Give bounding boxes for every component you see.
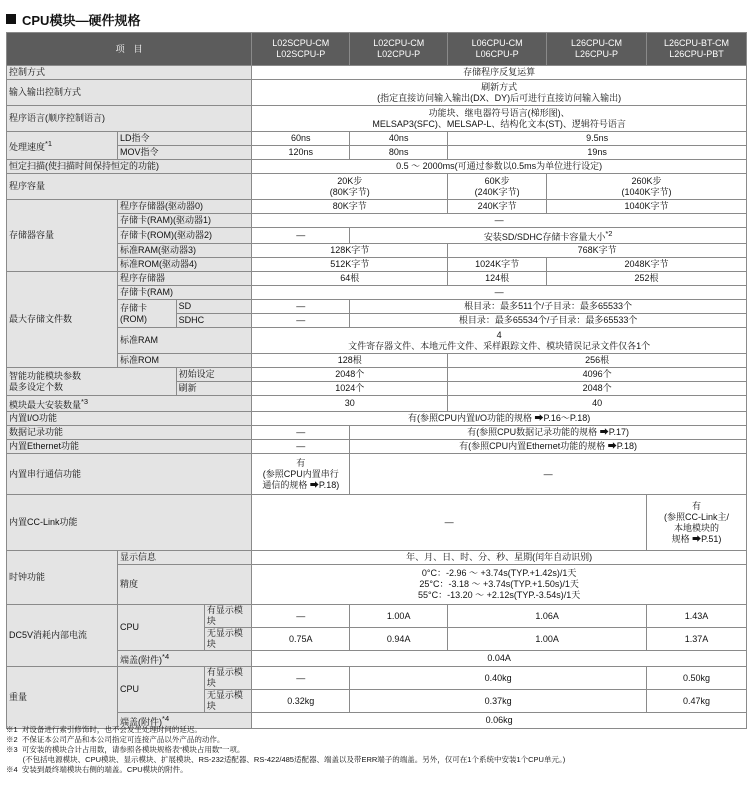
cell-value: 40ns	[350, 132, 448, 146]
sub-label: 有显示模块	[204, 605, 251, 628]
footnote: ※3 可安装的模块合计占用数，请参照各模块规格表“模块占用数”一项。	[6, 745, 245, 754]
cell-value: —	[252, 667, 350, 690]
cell-value: 60K步 (240K字节)	[448, 174, 547, 200]
sub-label: 存储卡 (ROM)	[118, 300, 177, 328]
header-item: 项 目	[7, 33, 252, 66]
cell-value: 1.43A	[647, 605, 747, 628]
sub-label: 无显示模块	[204, 690, 251, 713]
cell-value: —	[252, 286, 747, 300]
cell-value: 4096个	[448, 368, 747, 382]
row-label: 程序语言(顺序控制语言)	[7, 106, 252, 132]
cell-value: —	[252, 228, 350, 244]
sub-label: 存储卡(RAM)(驱动器1)	[118, 214, 252, 228]
sub-label: 刷新	[176, 382, 252, 396]
cell-value: 有 (参照CC-Link主/ 本地模块的 规格 ➡P.51)	[647, 495, 747, 551]
cell-value: 1024个	[252, 382, 448, 396]
square-bullet-icon	[6, 14, 16, 24]
cell-value: 1.00A	[350, 605, 448, 628]
cell-value: 0°C：-2.96 ～ +3.74s(TYP.+1.42s)/1天 25°C：-3.18 ～ +3.74s(TYP.+1.50s)/1天 55°C：-13.20 ～ +2.12s(TYP.-3.54s)/1天	[252, 565, 747, 605]
table-row	[7, 454, 747, 495]
cell-value: 存储程序反复运算	[252, 66, 747, 80]
row-label: 时钟功能	[7, 551, 118, 605]
table-row	[7, 300, 747, 314]
table-row	[7, 160, 747, 174]
cell-value: 260K步 (1040K字节)	[547, 174, 747, 200]
row-label: 内置串行通信功能	[7, 454, 252, 495]
cell-value: 9.5ns	[448, 132, 747, 146]
row-label: 内置Ethernet功能	[7, 440, 252, 454]
table-row	[7, 272, 747, 286]
sub-label: 无显示模块	[204, 628, 251, 651]
cell-value: 0.40kg	[350, 667, 647, 690]
cell-value: 40	[448, 396, 747, 412]
cell-value: 根目录：最多511个/子目录：最多65533个	[350, 300, 747, 314]
cell-value: 0.04A	[252, 651, 747, 667]
cell-value: 2048个	[448, 382, 747, 396]
table-row	[7, 396, 747, 412]
table-row	[7, 426, 747, 440]
header-model-2: L02CPU-CM L02CPU-P	[350, 33, 448, 66]
table-row	[7, 551, 747, 565]
sub-label: 有显示模块	[204, 667, 251, 690]
cell-value: 512K字节	[252, 258, 448, 272]
header-model-1: L02SCPU-CM L02SCPU-P	[252, 33, 350, 66]
cell-value: 60ns	[252, 132, 350, 146]
cell-value: —	[252, 426, 350, 440]
table-row	[7, 368, 747, 382]
row-label: 处理速度$^{*1}$	[7, 132, 118, 160]
table-row	[7, 565, 747, 605]
cell-value: 0.5 ～ 2000ms(可通过参数以0.5ms为单位进行设定)	[252, 160, 747, 174]
cell-value: 年、月、日、时、分、秒、星期(闰年自动识别)	[252, 551, 747, 565]
cell-value: 有(参照CPU内置I/O功能的规格 ➡P.16～P.18)	[252, 412, 747, 426]
table-row	[7, 328, 747, 354]
cell-value: 1024K字节	[448, 258, 547, 272]
cell-value: 128根	[252, 354, 448, 368]
sub-label: MOV指令	[118, 146, 252, 160]
table-row	[7, 440, 747, 454]
cell-value: 80K字节	[252, 200, 448, 214]
table-header-row	[7, 33, 747, 66]
footnote: (不包括电源模块、CPU模块、显示模块、扩展模块、RS-232适配器、RS-422/485适配器、端盖以及带ERR端子的端盖。另外，仅可在1个系统中安装1个CPU单元。)	[6, 755, 566, 764]
cell-value: 256根	[448, 354, 747, 368]
footnote: ※1 对设备进行索引修饰时，也不会发生处理时间的延迟。	[6, 725, 202, 734]
table-row	[7, 66, 747, 80]
cell-value: 安装SD/SDHC存储卡容量大小$^{*2}$	[350, 228, 747, 244]
sub-label: 存储卡(ROM)(驱动器2)	[118, 228, 252, 244]
sub-label: LD指令	[118, 132, 252, 146]
cell-value: —	[252, 314, 350, 328]
table-row	[7, 106, 747, 132]
row-label: 输入输出控制方式	[7, 80, 252, 106]
cell-value: 2048K字节	[547, 258, 747, 272]
cell-value: 768K字节	[448, 244, 747, 258]
row-label: 恒定扫描(使扫描时间保持恒定的功能)	[7, 160, 252, 174]
sub-label: 端盖(附件)$^{*4}$	[118, 713, 252, 729]
cell-value: 64根	[252, 272, 448, 286]
cell-value: 0.50kg	[647, 667, 747, 690]
spec-table	[6, 32, 747, 729]
sub-label: 标准RAM(驱动器3)	[118, 244, 252, 258]
cell-value: 刷新方式 (指定直接访问输入输出(DX、DY)后可进行直接访问输入输出)	[252, 80, 747, 106]
table-row	[7, 214, 747, 228]
footnote: ※2 不保证本公司产品和本公司指定可连接产品以外产品的动作。	[6, 735, 225, 744]
table-row	[7, 244, 747, 258]
table-row	[7, 200, 747, 214]
section-title-text: CPU模块—硬件规格	[22, 12, 141, 28]
row-label: 内置CC-Link功能	[7, 495, 252, 551]
cell-value: 有(参照CPU数据记录功能的规格 ➡P.17)	[350, 426, 747, 440]
row-label: 重量	[7, 667, 118, 729]
table-row	[7, 667, 747, 690]
table-row	[7, 495, 747, 551]
sub-label: CPU	[118, 605, 205, 651]
sub-label: 程序存储器(驱动器0)	[118, 200, 252, 214]
footnotes	[6, 725, 746, 775]
cell-value: —	[350, 454, 747, 495]
table-row	[7, 146, 747, 160]
sub-label: 端盖(附件)$^{*4}$	[118, 651, 252, 667]
cell-value: 功能块、继电器符号语言(梯形图)、 MELSAP3(SFC)、MELSAP-L、结构化文本(ST)、逻辑符号语言	[252, 106, 747, 132]
cell-value: 0.06kg	[252, 713, 747, 729]
row-label: DC5V消耗内部电流	[7, 605, 118, 667]
footnote-marker: *3	[81, 397, 89, 406]
row-label: 程序容量	[7, 174, 252, 200]
table-row	[7, 605, 747, 628]
cell-value: 0.32kg	[252, 690, 350, 713]
table-row	[7, 228, 747, 244]
sub-label: CPU	[118, 667, 205, 713]
sub-label: 标准ROM	[118, 354, 252, 368]
row-label: 数据记录功能	[7, 426, 252, 440]
sub-label: 初始设定	[176, 368, 252, 382]
table-row	[7, 80, 747, 106]
table-row	[7, 651, 747, 667]
cell-value: —	[252, 440, 350, 454]
table-row	[7, 412, 747, 426]
row-label: 智能功能模块参数 最多设定个数	[7, 368, 177, 396]
cell-value: 1.00A	[448, 628, 647, 651]
cell-value: 30	[252, 396, 448, 412]
sub-label: SDHC	[176, 314, 252, 328]
section-title	[6, 9, 140, 29]
cell-value: —	[252, 495, 647, 551]
table-row	[7, 258, 747, 272]
cell-value: 128K字节	[252, 244, 448, 258]
cell-value: 根目录：最多65534个/子目录：最多65533个	[350, 314, 747, 328]
table-row	[7, 132, 747, 146]
cell-value: 252根	[547, 272, 747, 286]
sub-label: 存储卡(RAM)	[118, 286, 252, 300]
header-model-4: L26CPU-CM L26CPU-P	[547, 33, 647, 66]
sub-label: 标准ROM(驱动器4)	[118, 258, 252, 272]
sub-label: SD	[176, 300, 252, 314]
footnote: ※4 安装到最终端模块右侧的端盖。CPU模块的附件。	[6, 765, 188, 774]
cell-value: 0.47kg	[647, 690, 747, 713]
cell-value: —	[252, 300, 350, 314]
cell-value: 240K字节	[448, 200, 547, 214]
cell-value: 1.37A	[647, 628, 747, 651]
footnote-marker: *1	[45, 139, 53, 148]
cell-value: 120ns	[252, 146, 350, 160]
cell-value: 1040K字节	[547, 200, 747, 214]
cell-value: 2048个	[252, 368, 448, 382]
row-label: 控制方式	[7, 66, 252, 80]
footnote-marker: *2	[605, 229, 613, 238]
header-model-3: L06CPU-CM L06CPU-P	[448, 33, 547, 66]
cell-value: 0.75A	[252, 628, 350, 651]
cell-value: 4 文件寄存器文件、本地元件文件、采样跟踪文件、模块错误记录文件仅各1个	[252, 328, 747, 354]
footnote-marker: *4	[162, 652, 170, 661]
footnote-marker: *4	[162, 714, 170, 723]
row-label: 存储器容量	[7, 200, 118, 272]
cell-value: 有 (参照CPU内置串行 通信的规格 ➡P.18)	[252, 454, 350, 495]
header-model-5: L26CPU-BT-CM L26CPU-PBT	[647, 33, 747, 66]
cell-value: 124根	[448, 272, 547, 286]
table-row	[7, 174, 747, 200]
cell-value: 有(参照CPU内置Ethernet功能的规格 ➡P.18)	[350, 440, 747, 454]
row-label: 模块最大安装数量$^{*3}$	[7, 396, 252, 412]
cell-value: —	[252, 605, 350, 628]
cell-value: 0.37kg	[350, 690, 647, 713]
cell-value: —	[252, 214, 747, 228]
cell-value: 80ns	[350, 146, 448, 160]
cell-value: 20K步 (80K字节)	[252, 174, 448, 200]
cell-value: 0.94A	[350, 628, 448, 651]
cell-value: 1.06A	[448, 605, 647, 628]
sub-label: 精度	[118, 565, 252, 605]
cell-value: 19ns	[448, 146, 747, 160]
sub-label: 标准RAM	[118, 328, 252, 354]
row-label: 最大存储文件数	[7, 272, 118, 368]
table-row	[7, 354, 747, 368]
sub-label: 程序存储器	[118, 272, 252, 286]
table-row	[7, 286, 747, 300]
row-label: 内置I/O功能	[7, 412, 252, 426]
sub-label: 显示信息	[118, 551, 252, 565]
